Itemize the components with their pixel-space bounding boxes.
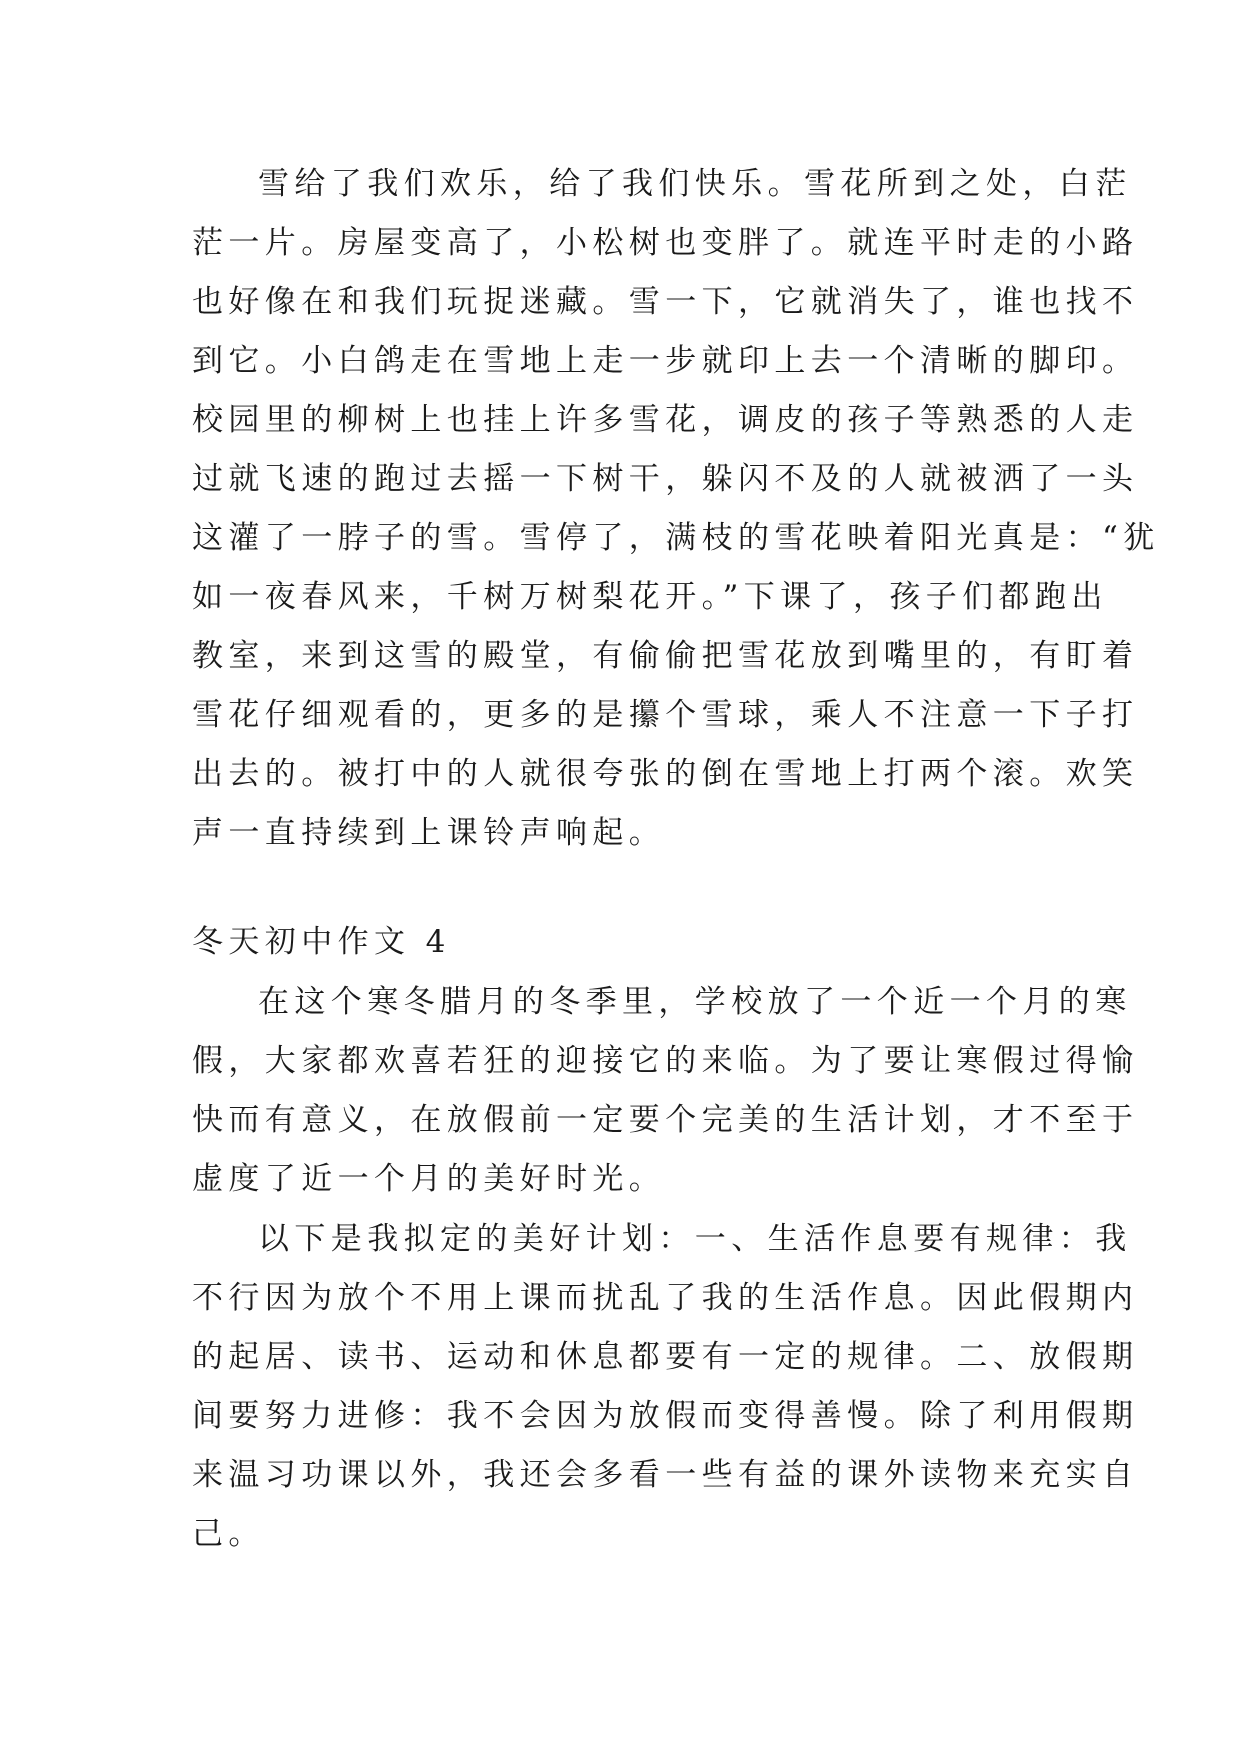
paragraph-line: 雪花仔细观看的，更多的是攥个雪球，乘人不注意一下子打 bbox=[192, 697, 1139, 733]
paragraph-winter-break bbox=[192, 973, 1139, 1209]
paragraph-line: 以下是我拟定的美好计划：一、生活作息要有规律：我 bbox=[258, 1221, 1132, 1257]
paragraph-snow-joy bbox=[192, 155, 1160, 863]
paragraph-line: 出去的。被打中的人就很夸张的倒在雪地上打两个滚。欢笑 bbox=[192, 756, 1139, 792]
paragraph-line: 如一夜春风来，千树万树梨花开。”下课了，孩子们都跑出 bbox=[192, 579, 1108, 615]
paragraph-line: 茫一片。房屋变高了，小松树也变胖了。就连平时走的小路 bbox=[192, 225, 1139, 261]
paragraph-line: 到它。小白鸽走在雪地上走一步就印上去一个清晰的脚印。 bbox=[192, 343, 1139, 379]
paragraph-line: 不行因为放个不用上课而扰乱了我的生活作息。因此假期内 bbox=[192, 1280, 1139, 1316]
essay-heading-text: 冬天初中作文 4 bbox=[192, 924, 451, 960]
paragraph-line: 声一直持续到上课铃声响起。 bbox=[192, 815, 666, 851]
paragraph-line: 过就飞速的跑过去摇一下树干，躲闪不及的人就被洒了一头 bbox=[192, 461, 1139, 497]
paragraph-line: 这灌了一脖子的雪。雪停了，满枝的雪花映着阳光真是：“犹 bbox=[192, 520, 1160, 556]
paragraph-line: 的起居、读书、运动和休息都要有一定的规律。二、放假期 bbox=[192, 1339, 1139, 1375]
paragraph-line: 快而有意义，在放假前一定要个完美的生活计划，才不至于 bbox=[192, 1102, 1139, 1138]
paragraph-line: 间要努力进修：我不会因为放假而变得善慢。除了利用假期 bbox=[192, 1398, 1139, 1434]
paragraph-line: 在这个寒冬腊月的冬季里，学校放了一个近一个月的寒 bbox=[258, 984, 1132, 1020]
paragraph-line: 也好像在和我们玩捉迷藏。雪一下，它就消失了，谁也找不 bbox=[192, 284, 1139, 320]
paragraph-line: 雪给了我们欢乐，给了我们快乐。雪花所到之处，白茫 bbox=[258, 166, 1132, 202]
paragraph-line: 来温习功课以外，我还会多看一些有益的课外读物来充实自 bbox=[192, 1457, 1139, 1493]
paragraph-line: 虚度了近一个月的美好时光。 bbox=[192, 1161, 666, 1197]
paragraph-plan bbox=[192, 1210, 1139, 1564]
paragraph-line: 校园里的柳树上也挂上许多雪花，调皮的孩子等熟悉的人走 bbox=[192, 402, 1139, 438]
paragraph-line: 教室，来到这雪的殿堂，有偷偷把雪花放到嘴里的，有盯着 bbox=[192, 638, 1139, 674]
paragraph-line: 假，大家都欢喜若狂的迎接它的来临。为了要让寒假过得愉 bbox=[192, 1043, 1139, 1079]
essay-heading bbox=[192, 913, 1052, 972]
paragraph-line: 己。 bbox=[192, 1516, 265, 1552]
